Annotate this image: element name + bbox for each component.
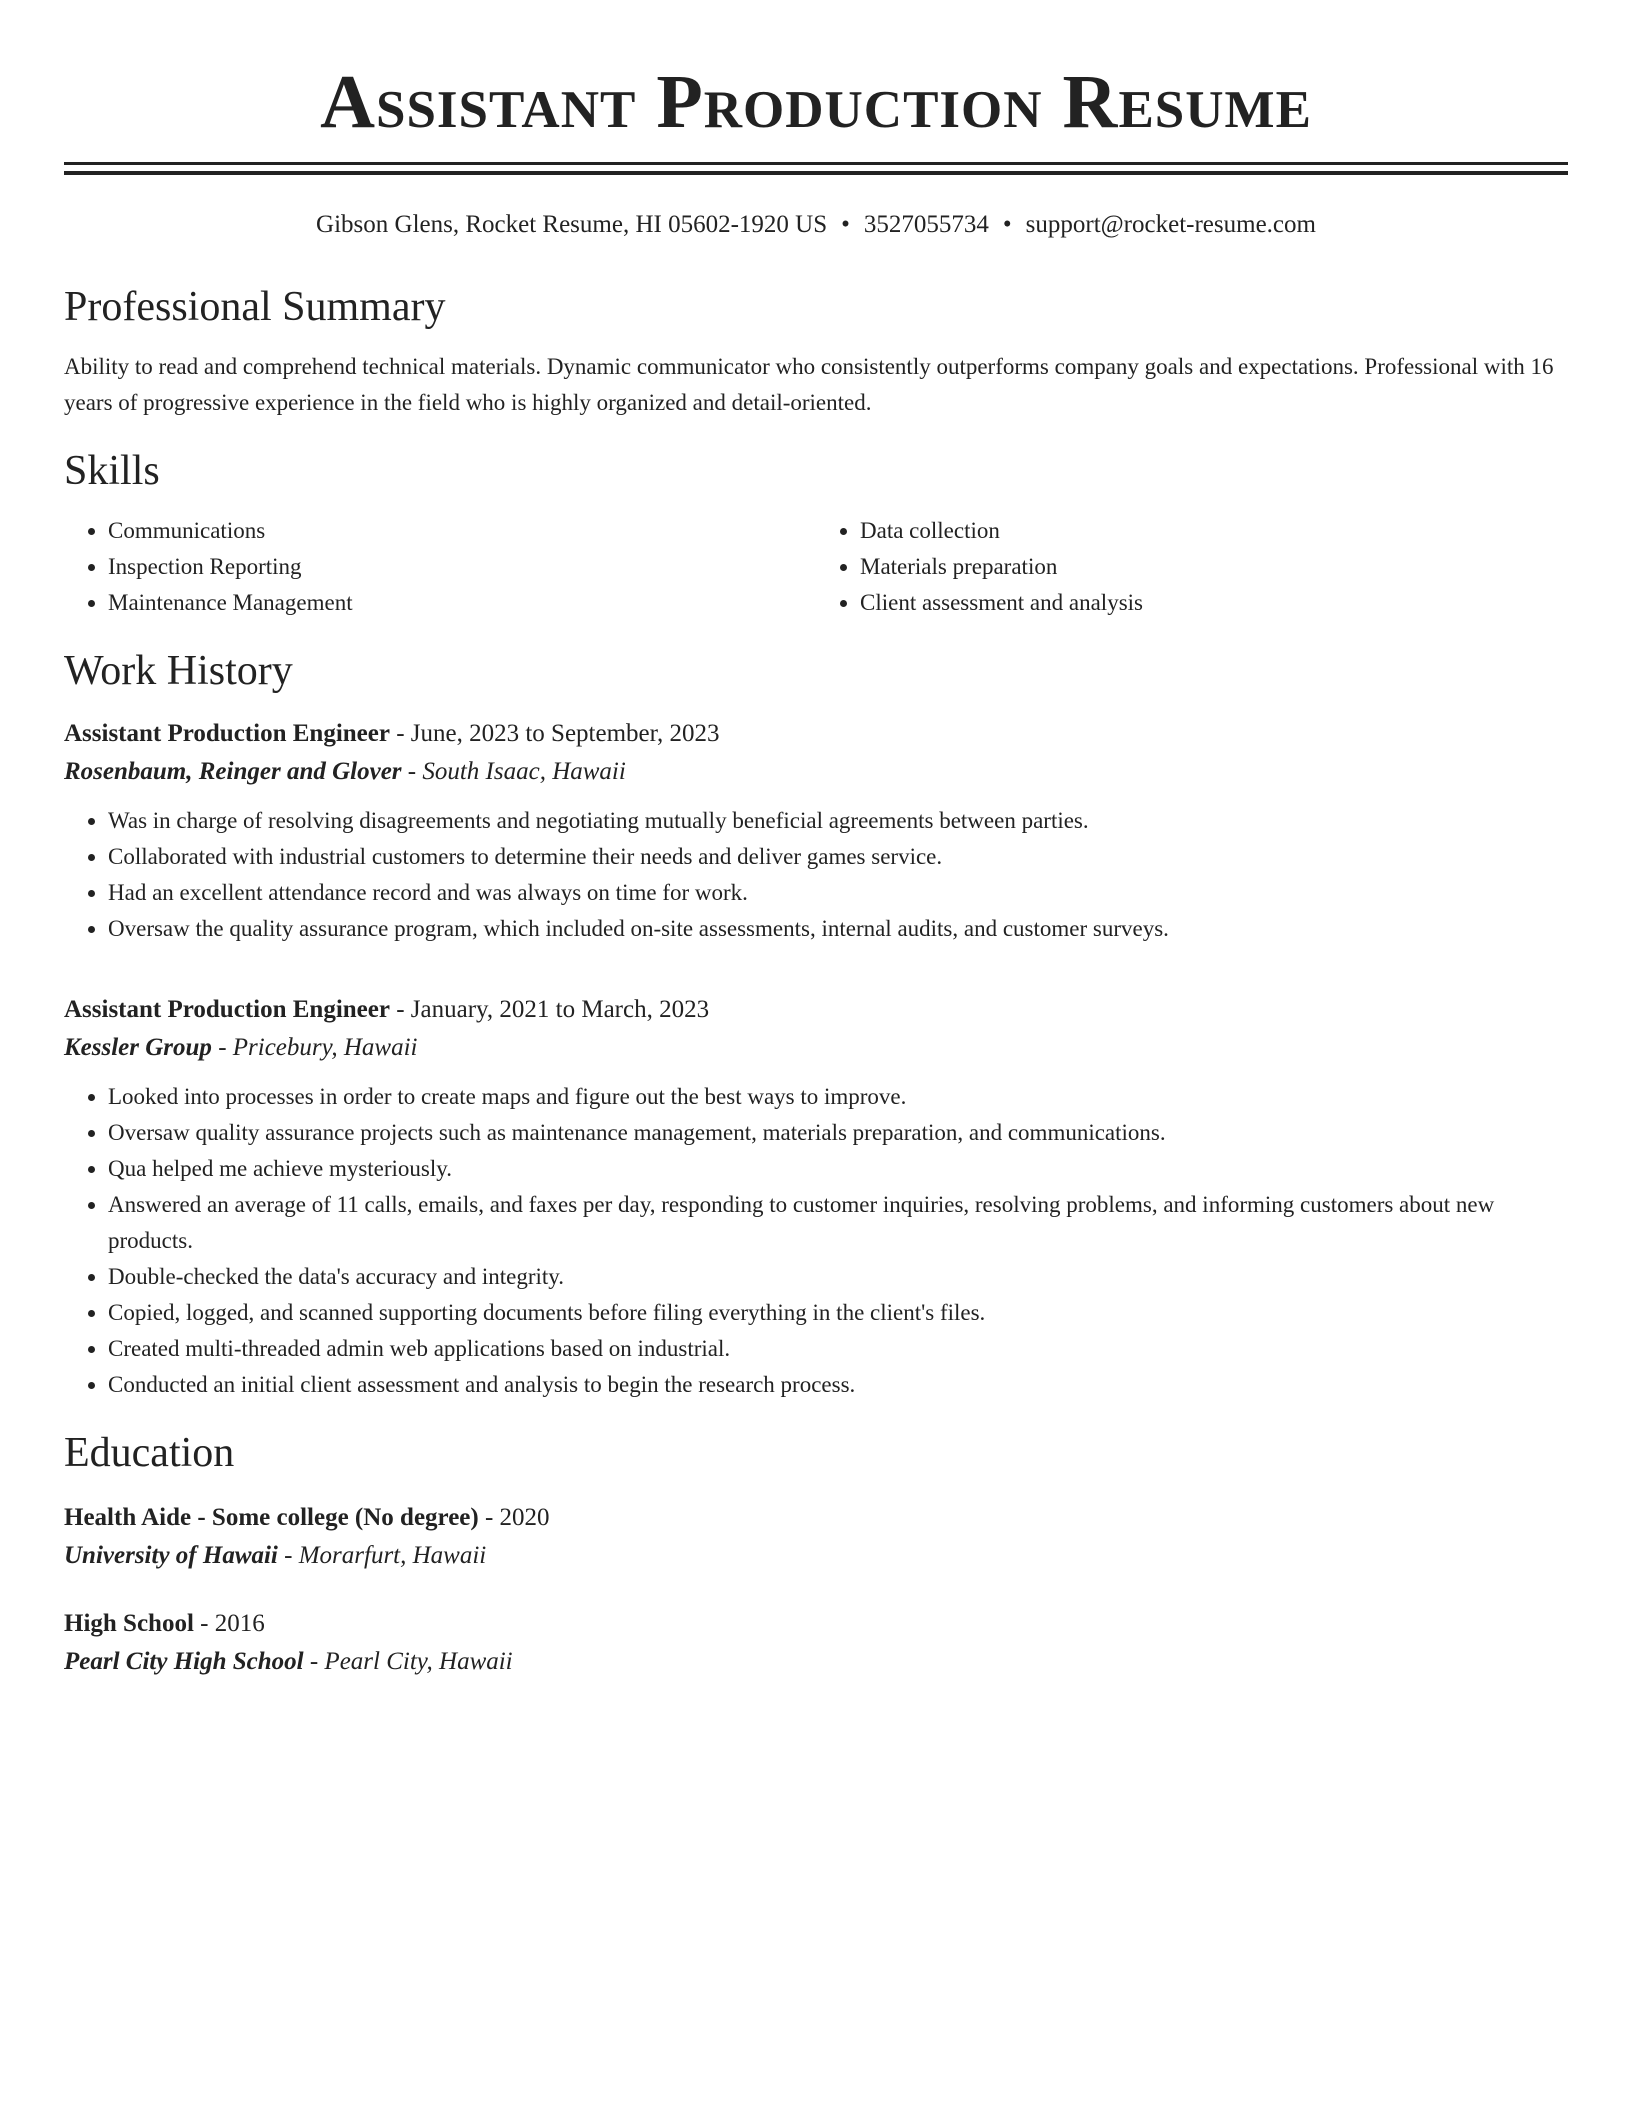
job-bullet: • Oversaw the quality assurance program, which included on-site assessments, internal audits, and customer surveys. [108,911,1568,947]
education-heading: Education [64,1430,235,1476]
education-header [64,1499,1568,1537]
job-entry [64,715,1568,947]
job-bullet: • Created multi-threaded admin web applications based on industrial. [108,1331,1568,1367]
education-degree: Health Aide - Some college (No degree) [64,1504,479,1531]
skills-heading: Skills [64,448,160,494]
education-school-line [64,1537,1568,1575]
education-entry [64,1499,1568,1575]
summary-heading: Professional Summary [64,284,446,330]
skills-grid [64,513,1568,621]
page-title: Assistant Production Resume [320,60,1312,144]
skill-item: • Maintenance Management [108,585,816,621]
job-bullet: • Qua helped me achieve mysteriously. [108,1151,1568,1187]
job-header [64,991,1568,1029]
education-location: - Pearl City, Hawaii [303,1648,513,1675]
skill-item: • Data collection [860,513,1568,549]
job-title: Assistant Production Engineer [64,996,390,1023]
job-bullets [64,1079,1568,1403]
skill-item: • Inspection Reporting [108,549,816,585]
job-bullet: • Collaborated with industrial customers to determine their needs and deliver games service. [108,839,1568,875]
job-bullet: • Double-checked the data's accuracy and integrity. [108,1259,1568,1295]
job-company: Kessler Group [64,1034,212,1061]
skill-item: • Communications [108,513,816,549]
job-company: Rosenbaum, Reinger and Glover [64,758,402,785]
education-section [64,1427,1568,1681]
job-bullet: • Looked into processes in order to create maps and figure out the best ways to improve. [108,1079,1568,1115]
skills-list-left [64,513,816,621]
skills-list-right [816,513,1568,621]
education-school: University of Hawaii [64,1542,278,1569]
summary-section [64,281,1568,421]
work-history-heading: Work History [64,648,293,694]
contact-email: support@rocket-resume.com [1025,211,1316,238]
contact-separator: • [1002,211,1012,238]
contact-separator: • [841,211,850,238]
job-title: Assistant Production Engineer [64,720,390,747]
job-bullet: • Oversaw quality assurance projects such as maintenance management, materials preparation, and communications. [108,1115,1568,1151]
contact-phone: 3527055734 [863,211,989,238]
job-company-line [64,753,1568,791]
job-bullet: • Had an excellent attendance record and was always on time for work. [108,875,1568,911]
job-company-line [64,1029,1568,1067]
education-location: - Morarfurt, Hawaii [277,1542,487,1569]
job-dates: - June, 2023 to September, 2023 [389,720,720,747]
contact-address: Gibson Glens, Rocket Resume, HI 05602-1920 US [316,211,828,238]
job-bullet: • Conducted an initial client assessment and analysis to begin the research process. [108,1367,1568,1403]
summary-text: Ability to read and comprehend technical materials. Dynamic communicator who consistently outperforms company goals and expectations. Professional with 16 years of progressive experience in the field who is highly organized and detail-oriented. [64,354,1554,415]
education-header [64,1605,1568,1643]
contact-line [64,209,1568,241]
job-dates: - January, 2021 to March, 2023 [389,996,710,1023]
skill-item: • Materials preparation [860,549,1568,585]
job-bullet: • Copied, logged, and scanned supporting documents before filing everything in the client's files. [108,1295,1568,1331]
job-entry [64,991,1568,1403]
job-location: - Pricebury, Hawaii [211,1034,418,1061]
job-bullet: • Answered an average of 11 calls, emails, and faxes per day, responding to customer inquiries, resolving problems, and informing customers about new products. [108,1187,1568,1259]
job-bullet: • Was in charge of resolving disagreements and negotiating mutually beneficial agreements between parties. [108,803,1568,839]
education-entry [64,1605,1568,1681]
title-divider-bottom [64,171,1568,175]
job-header [64,715,1568,753]
education-degree: High School [64,1610,194,1637]
work-history-section [64,645,1568,1403]
job-location: - South Isaac, Hawaii [401,758,626,785]
education-year: - 2020 [478,1504,550,1531]
skills-section [64,445,1568,621]
job-bullets [64,803,1568,947]
education-school: Pearl City High School [64,1648,304,1675]
education-school-line [64,1643,1568,1681]
skill-item: • Client assessment and analysis [860,585,1568,621]
education-year: - 2016 [193,1610,265,1637]
